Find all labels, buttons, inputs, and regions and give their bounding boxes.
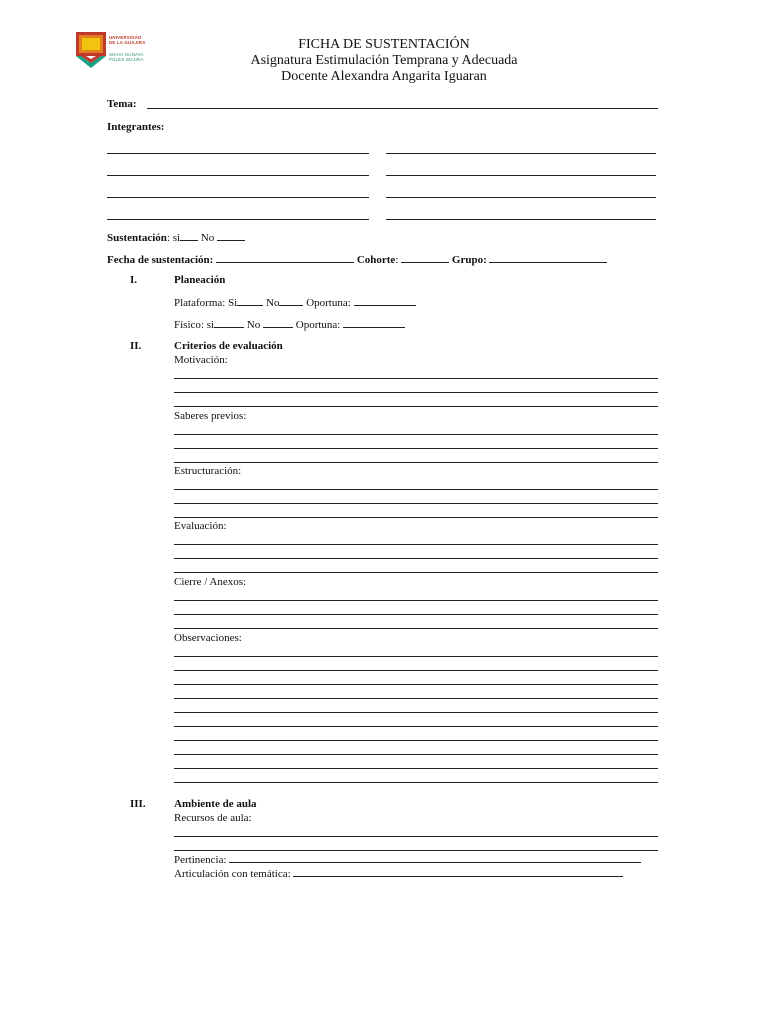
section-1-numeral: I. (130, 274, 138, 286)
logo-text-line2: DE LA GUAJIRA (109, 40, 146, 45)
subject-line: Asignatura Estimulación Temprana y Adecuada (250, 53, 518, 68)
motivacion-field[interactable] (174, 406, 658, 407)
logo-text-line1: UNIVERSIDAD (109, 35, 142, 40)
articulacion-row (174, 867, 623, 881)
fecha-label: Fecha de sustentación: (107, 254, 214, 266)
section-3-numeral: III. (130, 798, 146, 810)
estructuracion-field[interactable] (174, 489, 658, 490)
plataforma-row (174, 296, 416, 310)
grupo-label: Grupo: (451, 254, 487, 266)
plataforma-oportuna-label: Oportuna: (306, 297, 351, 309)
pertinencia-label: Pertinencia: (174, 854, 227, 866)
tema-label: Tema: (107, 98, 137, 110)
integrante-field[interactable] (386, 219, 656, 220)
document-title: FICHA DE SUSTENTACIÓN (298, 37, 470, 52)
cierre-field[interactable] (174, 600, 658, 601)
evaluacion-field[interactable] (174, 572, 658, 573)
plataforma-label: Plataforma: Si (174, 297, 238, 309)
teacher-line: Docente Alexandra Angarita Iguaran (281, 69, 487, 84)
fisico-no-field[interactable] (263, 318, 293, 328)
articulacion-label: Articulación con temática: (174, 868, 291, 880)
evaluacion-field[interactable] (174, 544, 658, 545)
articulacion-field[interactable] (293, 867, 623, 877)
estructuracion-label: Estructuración: (174, 465, 242, 477)
motivacion-field[interactable] (174, 378, 658, 379)
evaluacion-field[interactable] (174, 558, 658, 559)
cierre-label: Cierre / Anexos: (174, 576, 247, 588)
saberes-label: Saberes previos: (174, 410, 247, 422)
grupo-field[interactable] (489, 253, 607, 263)
pertinencia-field[interactable] (229, 853, 641, 863)
plataforma-no-field[interactable] (279, 296, 303, 306)
observaciones-field[interactable] (174, 782, 658, 783)
tema-field[interactable] (147, 108, 658, 109)
integrante-field[interactable] (386, 153, 656, 154)
fisico-oportuna-label: Oportuna: (295, 319, 341, 331)
motivacion-field[interactable] (174, 392, 658, 393)
logo-text-line3: SHAAI OUNAYA (109, 52, 144, 57)
observaciones-field[interactable] (174, 754, 658, 755)
sustentacion-si-field[interactable] (180, 231, 198, 241)
section-1-title: Planeación (174, 274, 226, 286)
motivacion-label: Motivación: (174, 354, 228, 366)
cohorte-label: Cohorte (356, 254, 396, 266)
plataforma-si-field[interactable] (237, 296, 263, 306)
recursos-field[interactable] (174, 836, 658, 837)
recursos-field[interactable] (174, 850, 658, 851)
integrante-field[interactable] (107, 153, 369, 154)
fisico-oportuna-field[interactable] (343, 318, 405, 328)
evaluacion-label: Evaluación: (174, 520, 227, 532)
cierre-field[interactable] (174, 628, 658, 629)
section-3-title: Ambiente de aula (174, 798, 257, 810)
observaciones-field[interactable] (174, 726, 658, 727)
observaciones-field[interactable] (174, 670, 658, 671)
fisico-si-field[interactable] (214, 318, 244, 328)
sustentacion-no-label: No (200, 232, 215, 244)
saberes-field[interactable] (174, 434, 658, 435)
saberes-field[interactable] (174, 462, 658, 463)
sustentacion-no-field[interactable] (217, 231, 245, 241)
integrante-field[interactable] (107, 175, 369, 176)
plataforma-oportuna-field[interactable] (354, 296, 416, 306)
estructuracion-field[interactable] (174, 503, 658, 504)
fisico-no-label: No (246, 319, 261, 331)
plataforma-no-label: No (266, 297, 280, 309)
cohorte-field[interactable] (401, 253, 449, 263)
fecha-row (107, 253, 607, 267)
observaciones-field[interactable] (174, 684, 658, 685)
observaciones-field[interactable] (174, 712, 658, 713)
cohorte-colon: : (395, 254, 399, 266)
pertinencia-row (174, 853, 641, 867)
fisico-row (174, 318, 405, 332)
fecha-field[interactable] (216, 253, 354, 263)
integrante-field[interactable] (386, 197, 656, 198)
recursos-label: Recursos de aula: (174, 812, 252, 824)
estructuracion-field[interactable] (174, 517, 658, 518)
observaciones-field[interactable] (174, 768, 658, 769)
observaciones-label: Observaciones: (174, 632, 242, 644)
cierre-field[interactable] (174, 614, 658, 615)
observaciones-field[interactable] (174, 698, 658, 699)
sustentacion-si-label: : si (166, 232, 181, 244)
fisico-label: Físico: si (174, 319, 215, 331)
section-2-numeral: II. (130, 340, 142, 352)
sustentacion-row (107, 231, 245, 245)
observaciones-field[interactable] (174, 656, 658, 657)
observaciones-field[interactable] (174, 740, 658, 741)
integrantes-label: Integrantes: (107, 121, 165, 133)
integrante-field[interactable] (386, 175, 656, 176)
sustentacion-label: Sustentación (107, 232, 167, 244)
saberes-field[interactable] (174, 448, 658, 449)
integrante-field[interactable] (107, 197, 369, 198)
logo-text-line4: PÜLES WAJIRA (109, 57, 144, 62)
section-2-title: Criterios de evaluación (174, 340, 283, 352)
integrante-field[interactable] (107, 219, 369, 220)
